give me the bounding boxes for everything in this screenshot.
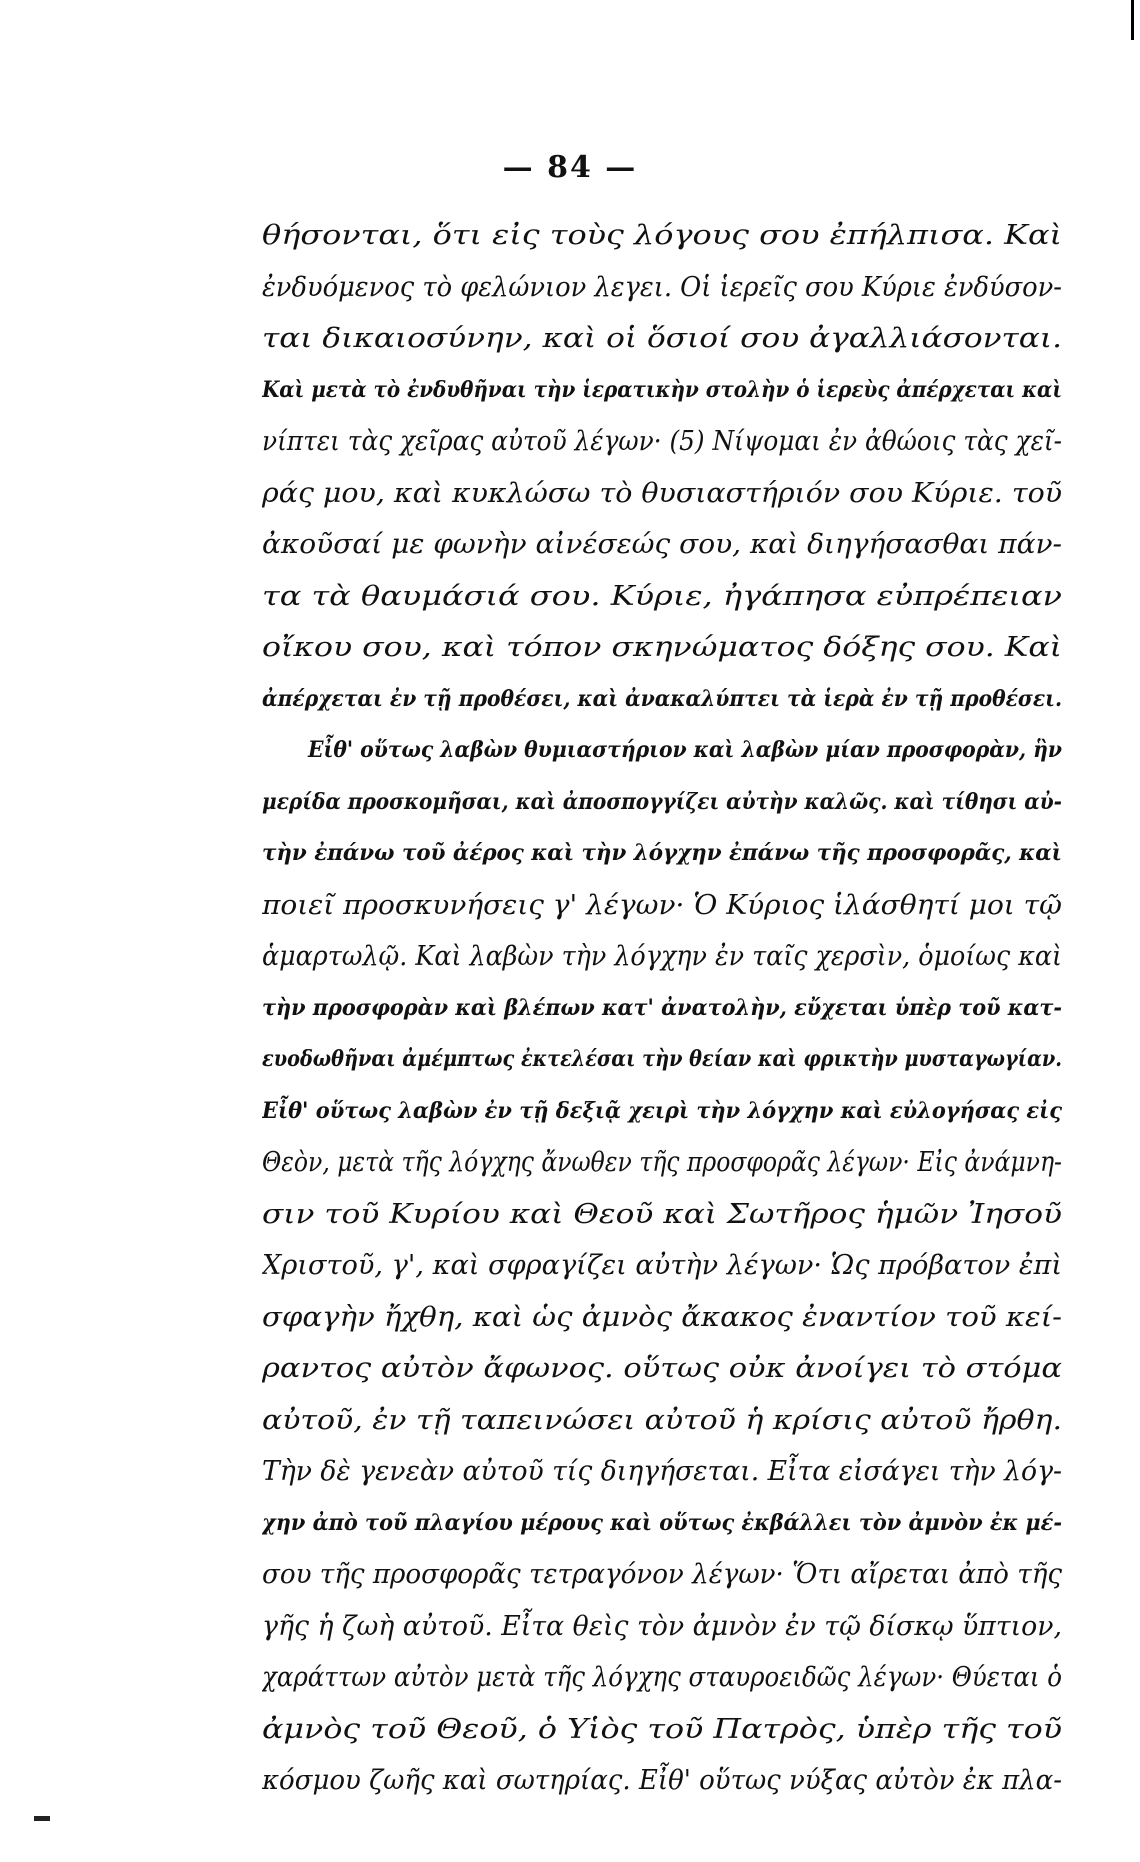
text-line: ται δικαιοσύνην, καὶ οἱ ὅσιοί σου ἀγαλλιάσονται. (262, 323, 1062, 354)
text-line: μερίδα προσκομῆσαι, καὶ ἀποσπογγίζει αὐτὴν καλῶς. καὶ τίθησι αὐ- (262, 788, 1062, 815)
text-line: τὴν ἐπάνω τοῦ ἀέρος καὶ τὴν λόγχην ἐπάνω τῆς προσφορᾶς, καὶ (262, 840, 1062, 866)
text-line: χαράττων αὐτὸν μετὰ τῆς λόγχης σταυροειδῶς λέγων· Θύεται ὁ (262, 1662, 1062, 1693)
text-line: ευοδωθῆναι ἀμέμπτως ἐκτελέσαι τὴν θείαν καὶ φρικτὴν μυσταγωγίαν. (262, 1046, 1062, 1072)
text-line: Καὶ μετὰ τὸ ἐνδυθῆναι τὴν ἱερατικὴν στολὴν ὁ ἱερεὺς ἀπέρχεται καὶ (262, 376, 1062, 403)
text-line: τὴν προσφορὰν καὶ βλέπων κατ' ἀνατολὴν, εὔχεται ὑπὲρ τοῦ κατ- (262, 994, 1062, 1021)
text-line: ἀκοῦσαί με φωνὴν αἰνέσεώς σου, καὶ διηγήσασθαι πάν- (262, 529, 1062, 560)
page-edge-line (1131, 0, 1134, 40)
margin-mark (34, 1816, 50, 1821)
text-line: αὐτοῦ, ἐν τῇ ταπεινώσει αὐτοῦ ἡ κρίσις αὐτοῦ ἤρθη. (262, 1404, 1062, 1436)
text-line: Τὴν δὲ γενεὰν αὐτοῦ τίς διηγήσεται. Εἶτα εἰσάγει τὴν λόγ- (262, 1456, 1062, 1487)
text-line: Εἶθ' οὕτως λαβὼν ἐν τῇ δεξιᾷ χειρὶ τὴν λόγχην καὶ εὐλογήσας εἰς (262, 1097, 1062, 1124)
text-line: χην ἀπὸ τοῦ πλαγίου μέρους καὶ οὕτως ἐκβάλλει τὸν ἀμνὸν ἐκ μέ- (262, 1509, 1062, 1536)
text-line: ἀπέρχεται ἐν τῇ προθέσει, καὶ ἀνακαλύπτει τὰ ἱερὰ ἐν τῇ προθέσει. (262, 685, 1062, 712)
text-line: ἀμνὸς τοῦ Θεοῦ, ὁ Υἱὸς τοῦ Πατρὸς, ὑπὲρ τῆς τοῦ (262, 1713, 1062, 1745)
text-line: κόσμου ζωῆς καὶ σωτηρίας. Εἶθ' οὕτως νύξας αὐτὸν ἐκ πλα- (262, 1765, 1062, 1796)
text-line: Θεὸν, μετὰ τῆς λόγχης ἄνωθεν τῆς προσφορᾶς λέγων· Εἰς ἀνάμνη- (262, 1147, 1062, 1178)
text-line: οἴκου σου, καὶ τόπον σκηνώματος δόξης σου. Καὶ (262, 632, 1062, 663)
text-line: νίπτει τὰς χεῖρας αὐτοῦ λέγων· (5) Νίψομαι ἐν ἀθώοις τὰς χεῖ- (262, 426, 1062, 457)
text-line: ἐνδυόμενος τὸ φελώνιον λεγει. Οἱ ἱερεῖς σου Κύριε ἐνδύσον- (262, 271, 1062, 303)
page-number: — 84 — (502, 150, 638, 185)
text-line: Εἶθ' οὕτως λαβὼν θυμιαστήριον καὶ λαβὼν μίαν προσφορὰν, ἣν (308, 737, 1062, 763)
text-line: σφαγὴν ἤχθη, καὶ ὡς ἀμνὸς ἄκακος ἐναντίον τοῦ κεί- (262, 1301, 1062, 1333)
text-line: ραντος αὐτὸν ἄφωνος. οὕτως οὐκ ἀνοίγει τὸ στόμα (262, 1353, 1062, 1384)
text-line: ποιεῖ προσκυνήσεις γ' λέγων· Ὁ Κύριος ἱλάσθητί μοι τῷ (262, 889, 1062, 921)
text-line: ἁμαρτωλῷ. Καὶ λαβὼν τὴν λόγχην ἐν ταῖς χερσὶν, ὁμοίως καὶ (262, 941, 1062, 972)
text-line: τα τὰ θαυμάσιά σου. Κύριε, ἠγάπησα εὐπρέπειαν (262, 580, 1062, 612)
text-line: γῆς ἡ ζωὴ αὐτοῦ. Εἶτα θεὶς τὸν ἀμνὸν ἐν τῷ δίσκῳ ὕπτιον, (262, 1610, 1062, 1642)
text-line: Χριστοῦ, γ', καὶ σφραγίζει αὐτὴν λέγων· Ὡς πρόβατον ἐπὶ (262, 1250, 1062, 1281)
text-line: σιν τοῦ Κυρίου καὶ Θεοῦ καὶ Σωτῆρος ἡμῶν Ἰησοῦ (262, 1198, 1062, 1230)
text-line: ράς μου, καὶ κυκλώσω τὸ θυσιαστήριόν σου Κύριε. τοῦ (262, 477, 1062, 509)
text-line: θήσονται, ὅτι εἰς τοὺς λόγους σου ἐπήλπισα. Καὶ (262, 220, 1062, 251)
body-text (262, 210, 1062, 1807)
text-line: σου τῆς προσφορᾶς τετραγόνον λέγων· Ὅτι αἴρεται ἀπὸ τῆς (262, 1559, 1062, 1590)
